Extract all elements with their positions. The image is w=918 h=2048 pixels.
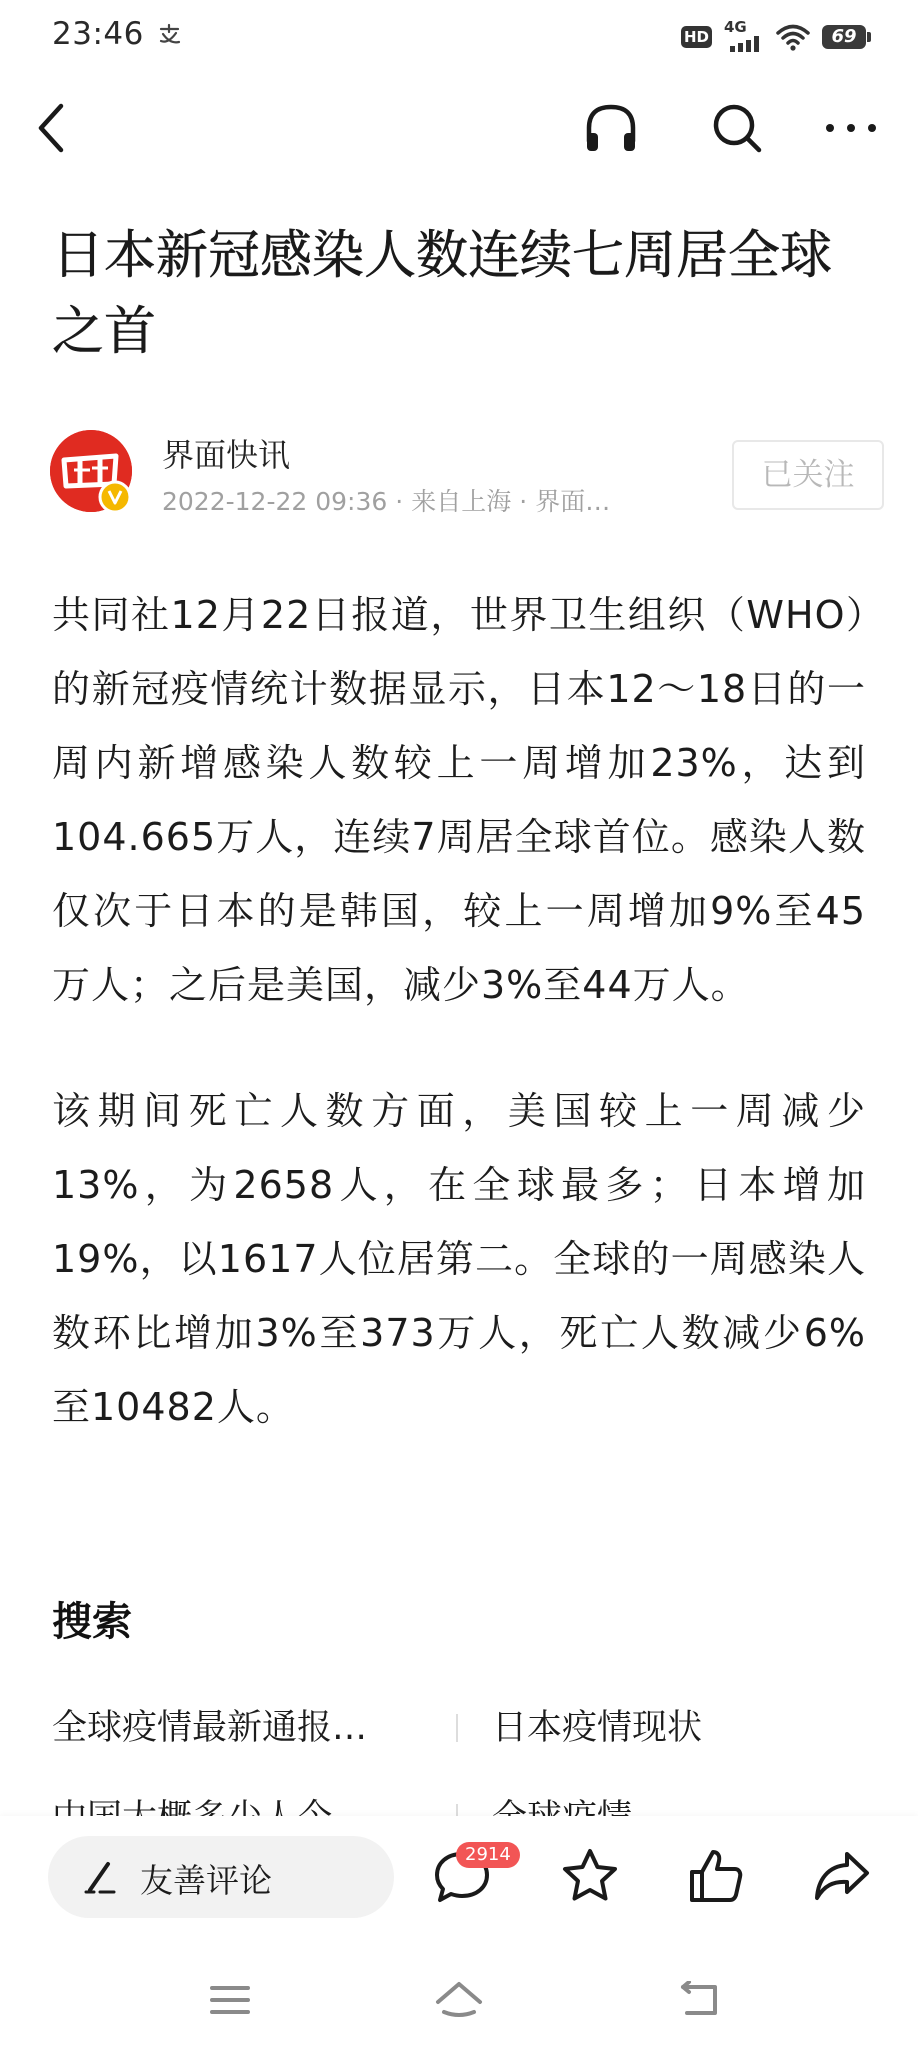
search-suggestion[interactable]: 全球疫情最新通报… [52, 1708, 368, 1748]
article-paragraph-2: 该期间死亡人数方面，美国较上一周减少13%，为2658人，在全球最多；日本增加19%，以1617人位居第二。全球的一周感染人数环比增加3%至373万人，死亡人数减少6%至10482人。 [52, 1089, 866, 1429]
share-icon [811, 1846, 873, 1906]
bottom-action-bar [0, 1816, 918, 1956]
battery-indicator: 69 [822, 25, 866, 49]
wifi-icon [776, 23, 810, 51]
article-body [52, 578, 866, 1444]
status-indicators [681, 20, 866, 54]
publish-location: 来自上海 [411, 487, 512, 516]
comment-count-badge: 2914 [456, 1842, 520, 1868]
home-button[interactable] [427, 1968, 491, 2032]
article-title: 日本新冠感染人数连续七周居全球之首 [52, 226, 833, 362]
pen-icon [82, 1858, 120, 1896]
system-navigation-bar [0, 1956, 918, 2048]
system-back-button[interactable] [668, 1968, 732, 2032]
author-name[interactable]: 界面快讯 [162, 436, 291, 474]
more-icon [824, 122, 878, 134]
menu-icon [209, 1984, 251, 2016]
alipay-notification-icon [158, 22, 182, 46]
article-paragraph-1: 共同社12月22日报道，世界卫生组织（WHO）的新冠疫情统计数据显示，日本12～18日的一周内新增感染人数较上一周增加23%，达到104.665万人，连续7周居全球首位。感染人数仅次于日本的是韩国，较上一周增加9%至45万人；之后是美国，减少3%至44万人。 [52, 593, 866, 1007]
cellular-signal-icon [724, 18, 764, 52]
top-navigation [0, 90, 918, 166]
network-type: 4G [724, 18, 747, 36]
divider [456, 1714, 458, 1742]
recent-apps-button[interactable] [198, 1968, 262, 2032]
star-icon [560, 1846, 620, 1906]
comment-input[interactable] [48, 1836, 394, 1918]
comment-placeholder: 友善评论 [140, 1861, 272, 1900]
headphones-icon [584, 101, 638, 155]
like-button[interactable] [682, 1842, 750, 1910]
search-button[interactable] [702, 90, 772, 166]
status-bar [0, 0, 918, 74]
follow-button[interactable]: 已关注 [732, 440, 884, 510]
thumbs-up-icon [686, 1846, 746, 1906]
hd-badge: HD [681, 26, 712, 48]
article-meta [162, 482, 610, 518]
search-icon [710, 101, 764, 155]
search-suggestion-row [52, 1700, 872, 1760]
verified-badge-icon [98, 480, 132, 514]
back-button[interactable] [16, 90, 86, 166]
article-source: 界面… [535, 487, 611, 516]
favorite-button[interactable] [556, 1842, 624, 1910]
home-icon [434, 1980, 484, 2020]
meta-separator: · [395, 487, 404, 516]
return-icon [679, 1981, 721, 2019]
search-section-heading: 搜索 [52, 1599, 132, 1645]
back-icon [31, 100, 71, 156]
search-suggestion[interactable]: 日本疫情现状 [492, 1708, 703, 1748]
more-button[interactable] [816, 90, 886, 166]
author-row [50, 428, 870, 514]
share-button[interactable] [808, 1842, 876, 1910]
meta-separator: · [519, 487, 528, 516]
status-time: 23:46 [52, 16, 144, 52]
publish-date: 2022-12-22 09:36 [162, 487, 388, 516]
listen-button[interactable] [576, 90, 646, 166]
